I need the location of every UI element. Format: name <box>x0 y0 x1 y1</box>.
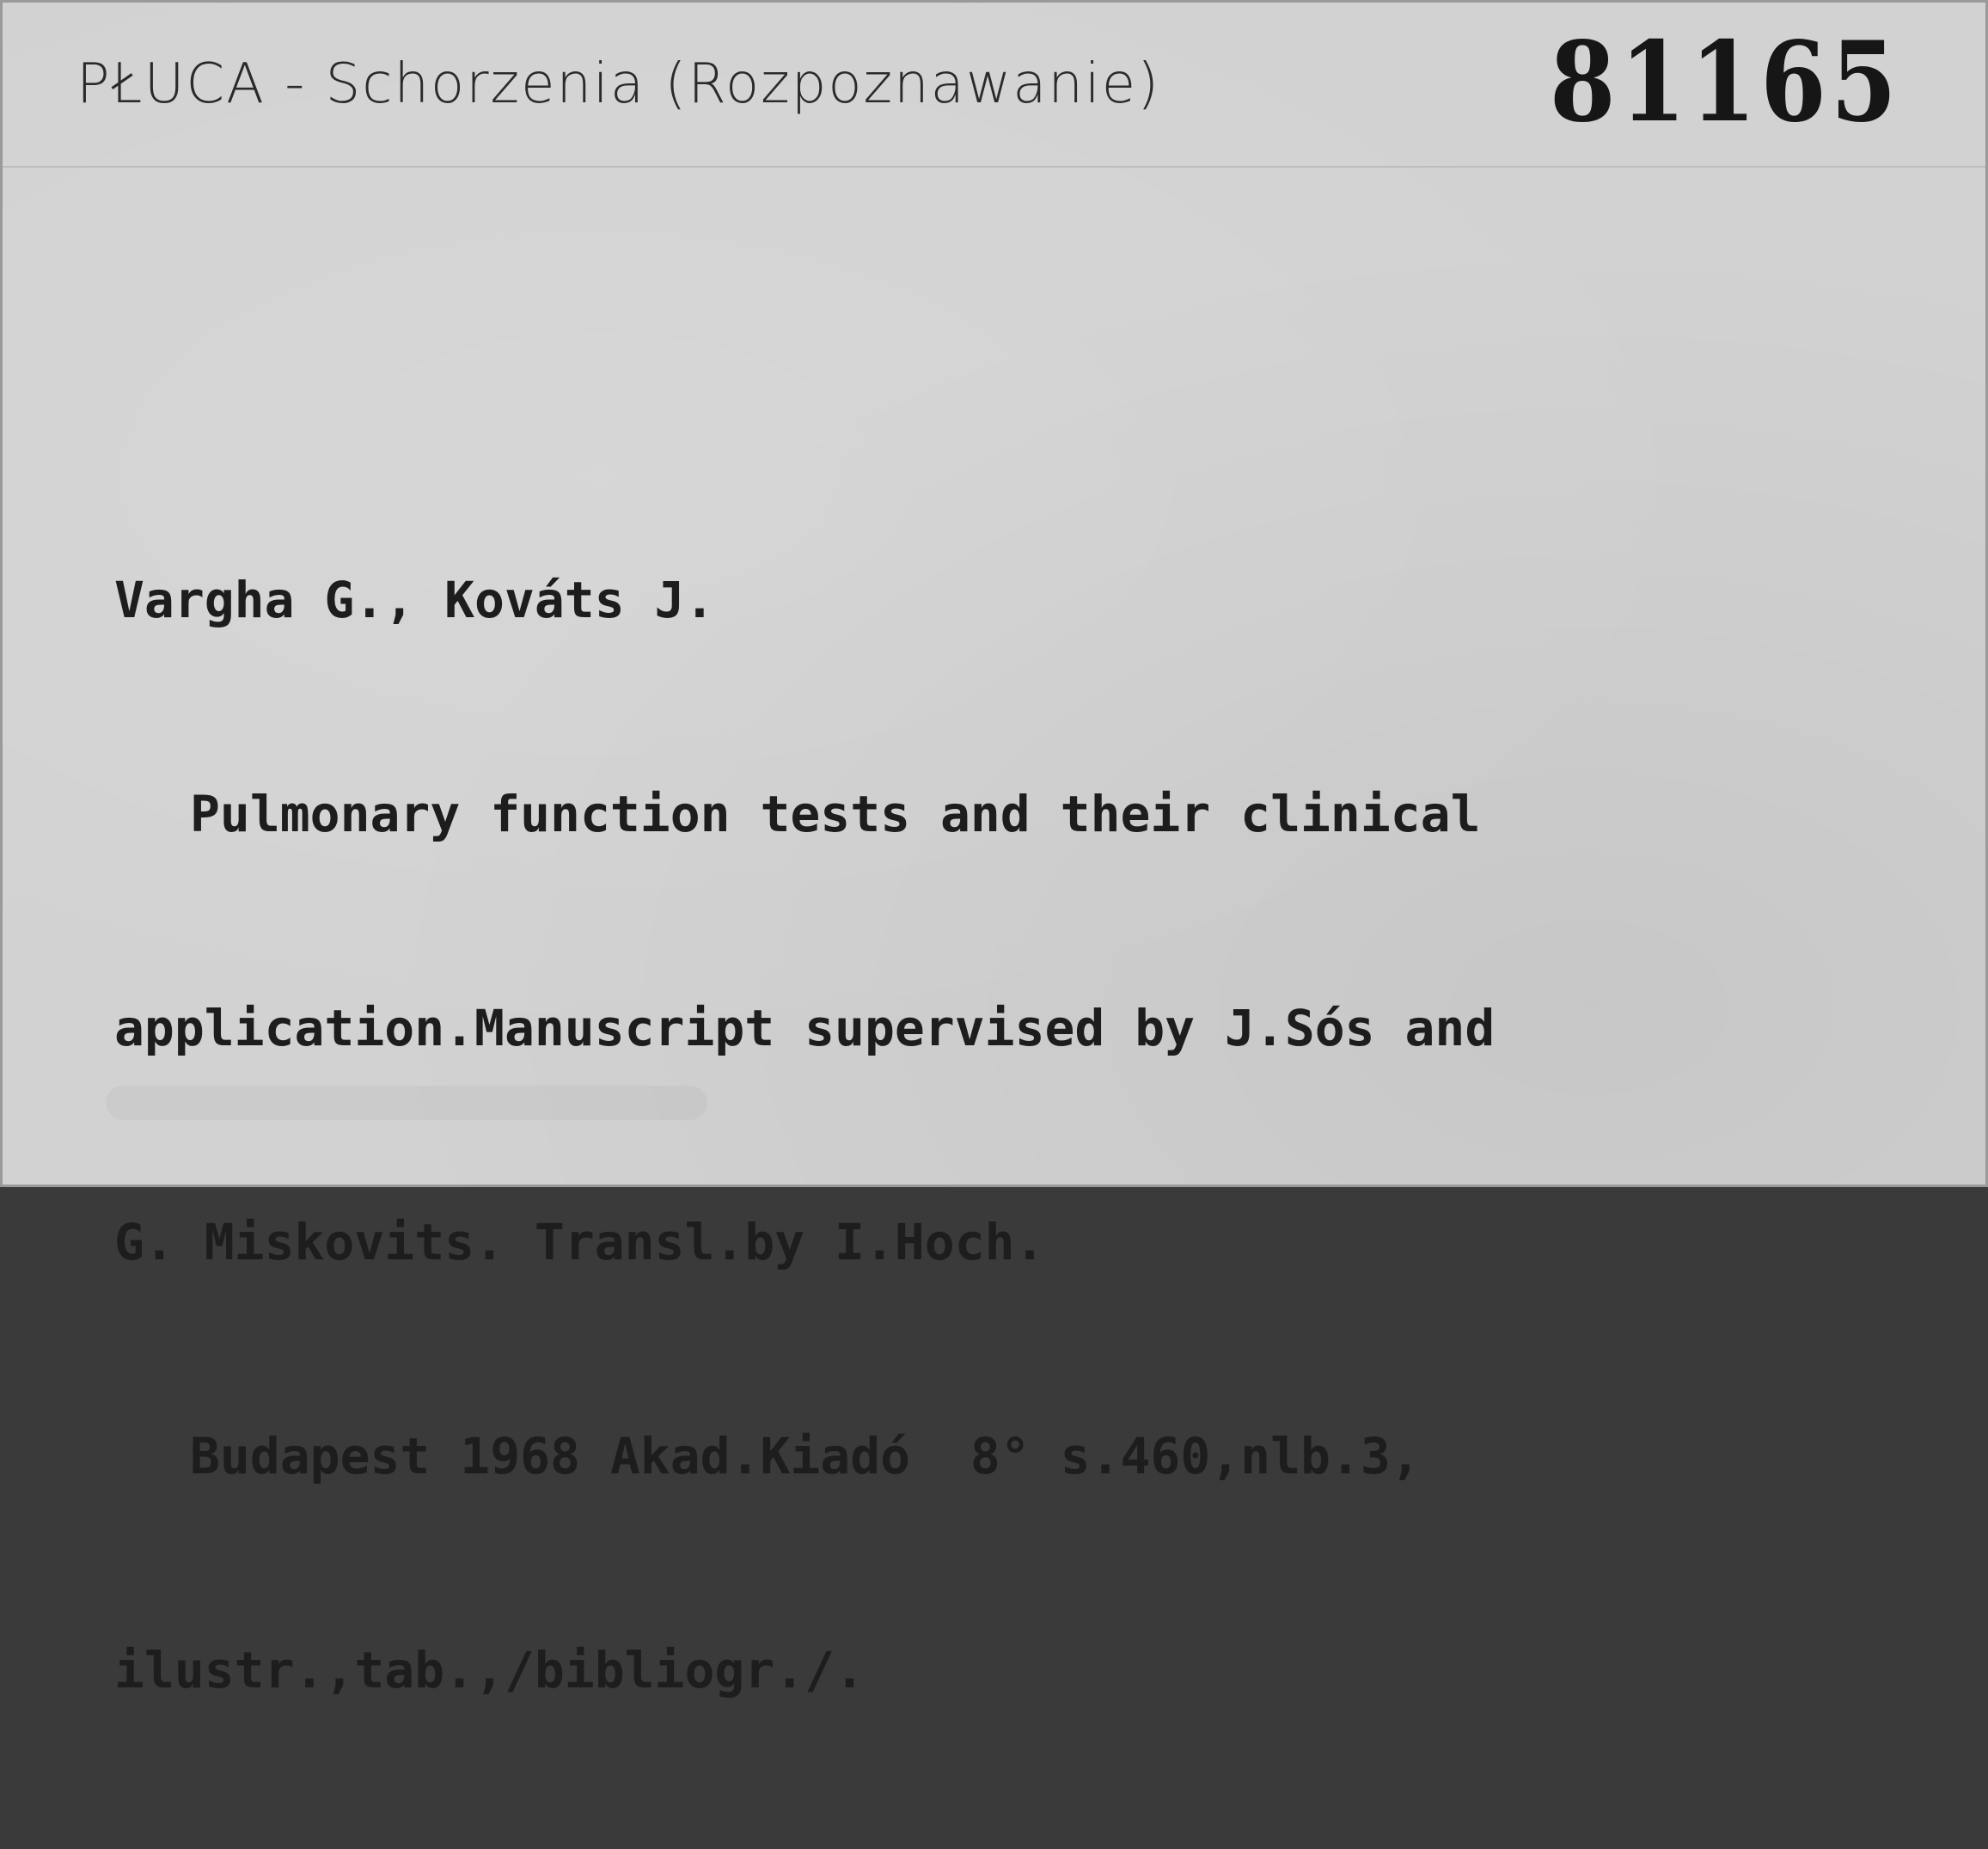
entry-title-line-1: Pulmonary function tests and their clinical <box>190 785 1481 843</box>
bibliographic-entry <box>114 422 1919 1849</box>
heading-divider <box>3 166 1985 168</box>
entry-imprint-line-2: ilustr.,tab.,/bibliogr./. <box>114 1641 865 1699</box>
entry-imprint-line-1: Budapest 1968 Akad.Kiadó 8° s.460,nlb.3, <box>190 1427 1421 1485</box>
entry-authors: Vargha G., Kováts J. <box>114 571 715 629</box>
paper-smudge <box>106 1086 707 1120</box>
subject-heading: PŁUCA - Schorzenia (Rozpoznawanie) <box>76 52 1161 116</box>
entry-title-line-2: application.Manuscript supervised by J.Sós and <box>114 999 1496 1057</box>
entry-title-line-3: G. Miskovits. Transl.by I.Hoch. <box>114 1213 1045 1271</box>
card-number: 81165 <box>1550 18 1901 147</box>
